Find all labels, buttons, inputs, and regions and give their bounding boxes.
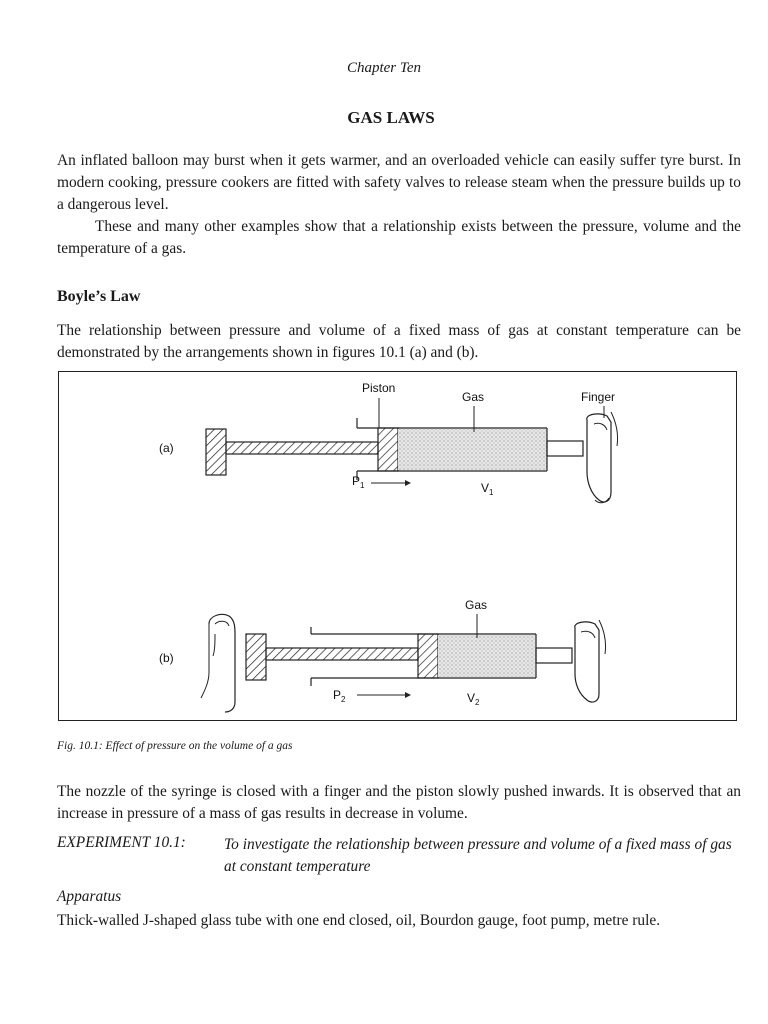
label-b: (b) xyxy=(159,651,174,665)
finger-a xyxy=(587,414,611,502)
p1-label: $P_1$ xyxy=(352,474,365,490)
gas-label-a: Gas xyxy=(462,390,485,404)
piston-label: Piston xyxy=(362,381,396,395)
v1-label: $V_1$ xyxy=(481,481,494,497)
page-title: GAS LAWS xyxy=(347,108,435,127)
nozzle-a xyxy=(547,441,583,456)
figure-10-1 xyxy=(58,371,737,721)
observation-paragraph: The nozzle of the syringe is closed with a finger and the piston slowly pushed inwards. It is observed that an increase in pressure of a mass of gas results in decrease in volume. xyxy=(57,783,741,822)
intro-paragraph-1: An inflated balloon may burst when it gets warmer, and an overloaded vehicle can easily suffer tyre burst. In modern cooking, pressure cookers are fitted with safety valves to release steam when the pressure builds up to a dangerous level. xyxy=(57,152,741,213)
experiment-label: EXPERIMENT 10.1: xyxy=(57,834,186,851)
plunger-handle-b xyxy=(246,634,266,680)
finger-label: Finger xyxy=(581,390,616,404)
apparatus-heading: Apparatus xyxy=(57,888,122,905)
figure-caption: Fig. 10.1: Effect of pressure on the volume of a gas xyxy=(57,740,293,752)
v2-label: $V_2$ xyxy=(467,691,480,707)
experiment-title: To investigate the relationship between pressure and volume of a fixed mass of gas at constant temperature xyxy=(224,836,732,875)
apparatus-text: Thick-walled J-shaped glass tube with one end closed, oil, Bourdon gauge, foot pump, metre rule. xyxy=(57,912,661,929)
p2-label: $P_2$ xyxy=(333,688,346,704)
chapter-header: Chapter Ten xyxy=(346,60,422,76)
plunger-rod-a xyxy=(226,442,378,454)
piston-a xyxy=(378,428,398,471)
label-a: (a) xyxy=(159,441,174,455)
thumb-b xyxy=(209,614,235,712)
gas-region-a xyxy=(398,429,547,470)
gas-region-b xyxy=(438,635,536,677)
plunger-handle-a xyxy=(206,429,226,475)
piston-b xyxy=(418,634,438,678)
gas-label-b: Gas xyxy=(465,598,488,612)
syringe-diagram xyxy=(59,372,738,722)
plunger-rod-b xyxy=(266,648,418,660)
section-heading: Boyle’s Law xyxy=(57,288,141,305)
nozzle-b xyxy=(536,648,572,663)
intro-paragraph-2: These and many other examples show that a relationship exists between the pressure, volume and the temperature of a gas. xyxy=(57,218,741,257)
section-paragraph: The relationship between pressure and volume of a fixed mass of gas at constant temperature can be demonstrated by the arrangements shown in figures 10.1 (a) and (b). xyxy=(57,322,741,361)
finger-b xyxy=(575,622,599,702)
